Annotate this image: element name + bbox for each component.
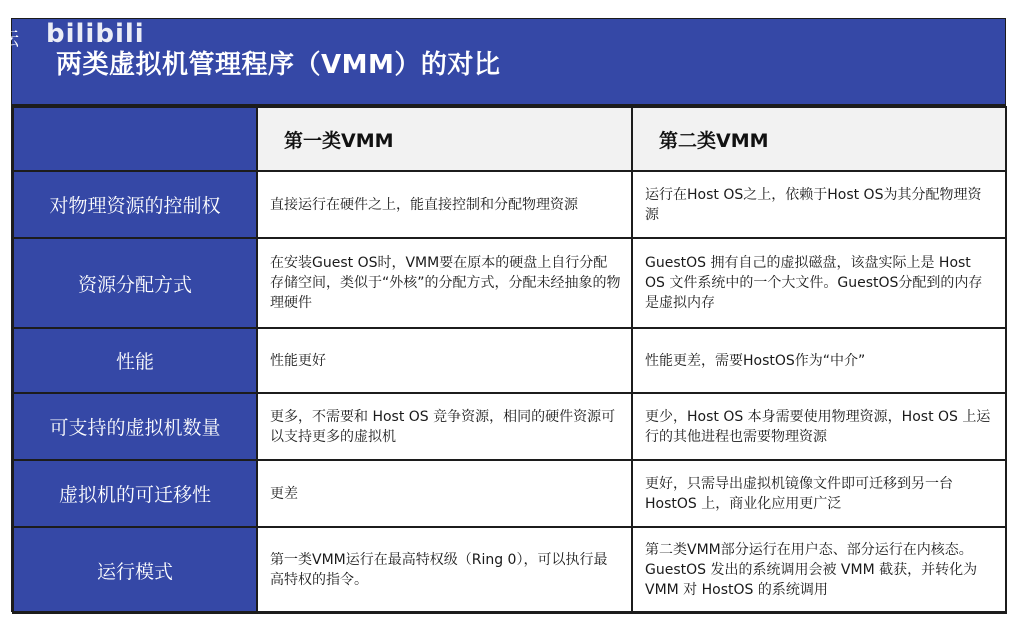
type2-cell: 更好，只需导出虚拟机镜像文件即可迁移到另一台 HostOS 上，商业化应用更广泛 — [632, 460, 1006, 527]
type1-cell: 直接运行在硬件之上，能直接控制和分配物理资源 — [257, 171, 632, 238]
bilibili-logo: bilibili — [46, 19, 145, 49]
row-header: 可支持的虚拟机数量 — [13, 393, 257, 460]
page-title: 两类虚拟机管理程序（VMM）的对比 — [56, 50, 501, 80]
type2-cell: 更少，Host OS 本身需要使用物理资源，Host OS 上运行的其他进程也需要物理资源 — [632, 393, 1006, 460]
type1-cell: 更差 — [257, 460, 632, 527]
type1-cell: 性能更好 — [257, 328, 632, 393]
row-header: 性能 — [13, 328, 257, 393]
type2-cell: 性能更差，需要HostOS作为“中介” — [632, 328, 1006, 393]
type1-cell: 第一类VMM运行在最高特权级（Ring 0），可以执行最高特权的指令。 — [257, 527, 632, 613]
type1-cell: 在安装Guest OS时，VMM要在原本的硬盘上自行分配存储空间，类似于“外核”的分配方式，分配未经抽象的物理硬件 — [257, 238, 632, 328]
row-header: 虚拟机的可迁移性 — [13, 460, 257, 527]
watermark-site-text: 坛 — [0, 28, 20, 50]
column-header-type2: 第二类VMM — [632, 107, 1006, 171]
row-header: 运行模式 — [13, 527, 257, 613]
type2-cell: GuestOS 拥有自己的虚拟磁盘，该盘实际上是 Host OS 文件系统中的一个大文件。GuestOS分配到的内存是虚拟内存 — [632, 238, 1006, 328]
watermark — [0, 19, 145, 52]
column-header-type1: 第一类VMM — [257, 107, 632, 171]
row-header: 对物理资源的控制权 — [13, 171, 257, 238]
type2-cell: 运行在Host OS之上，依赖于Host OS为其分配物理资源 — [632, 171, 1006, 238]
type1-cell: 更多，不需要和 Host OS 竞争资源，相同的硬件资源可以支持更多的虚拟机 — [257, 393, 632, 460]
row-header: 资源分配方式 — [13, 238, 257, 328]
type2-cell: 第二类VMM部分运行在用户态、部分运行在内核态。GuestOS 发出的系统调用会被 VMM 截获，并转化为 VMM 对 HostOS 的系统调用 — [632, 527, 1006, 613]
table-frame — [11, 18, 1006, 612]
